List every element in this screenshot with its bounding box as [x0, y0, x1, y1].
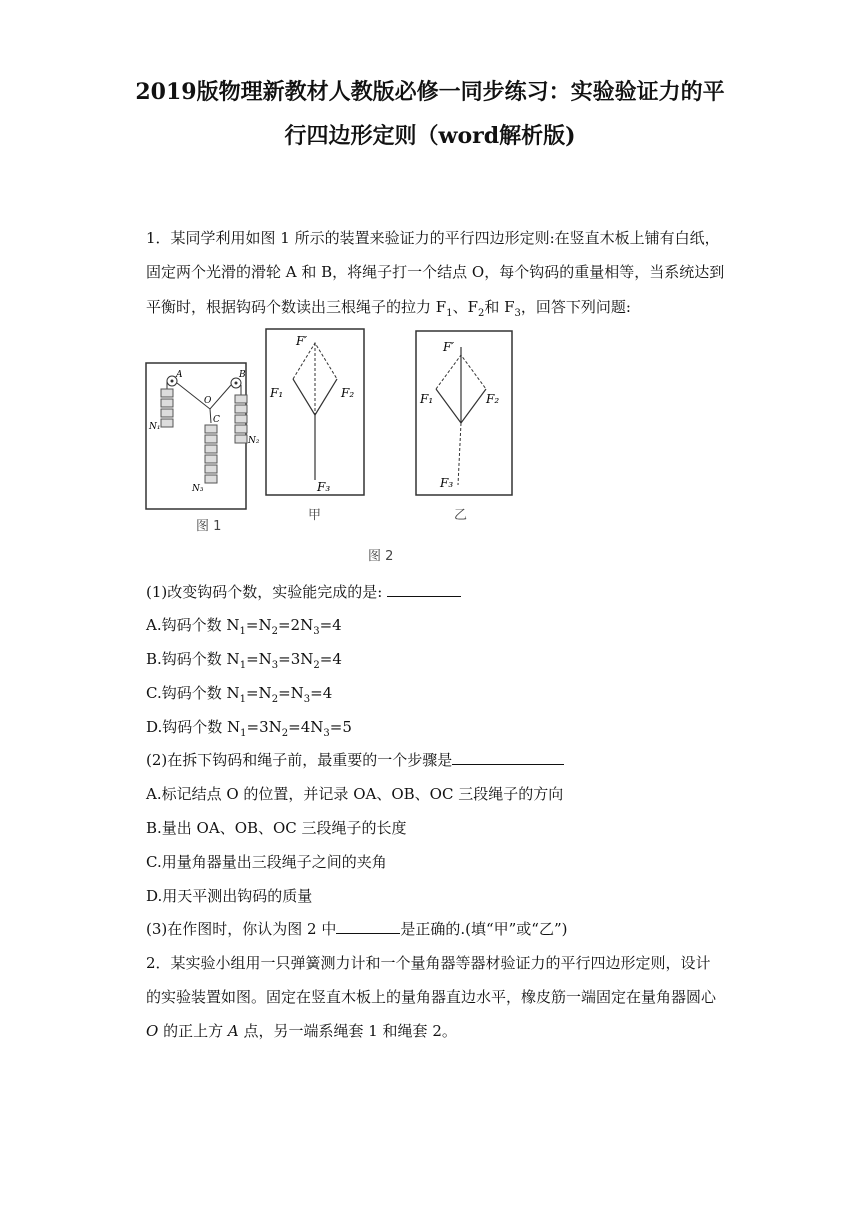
answer-blank-1[interactable] [387, 582, 461, 597]
q1-part-3: (3)在作图时，你认为图 2 中 是正确的.(填“甲”或“乙”) [146, 920, 568, 938]
q1-p1-option-a[interactable]: A.钩码个数 $N_1=N_2=2N_3=4$ [146, 616, 342, 637]
jia-label-f3: F₃ [317, 480, 331, 494]
label-n1: N₁ [149, 422, 161, 432]
yi-label-f2: F₂ [486, 392, 500, 406]
figure-jia-caption: 甲 [308, 508, 322, 523]
yi-label-fprime: F′ [443, 340, 455, 354]
page-title [120, 70, 740, 158]
figure-2-caption: 图 2 [368, 549, 394, 564]
jia-label-f2: F₂ [341, 386, 355, 400]
figure-1-caption: 图 1 [196, 519, 222, 534]
label-n3: N₃ [192, 484, 204, 494]
figure-yi-caption: 乙 [454, 508, 468, 523]
label-a: A [176, 370, 183, 380]
q1-p1-option-c[interactable]: C.钩码个数 $N_1=N_2=N_3=4$ [146, 684, 333, 705]
label-n2: N₂ [248, 436, 260, 446]
q1-p2-option-c[interactable]: C.用量角器量出三段绳子之间的夹角 [146, 853, 387, 871]
experiment-figure [140, 325, 520, 570]
answer-blank-2[interactable] [452, 750, 564, 765]
label-o: O [204, 396, 212, 406]
label-c: C [213, 415, 220, 425]
answer-blank-3[interactable] [336, 919, 400, 934]
jia-label-f1: F₁ [270, 386, 284, 400]
q1-p2-option-b[interactable]: B.量出 OA、OB、OC 三段绳子的长度 [146, 819, 407, 837]
q2-line-3: O 的正上方 A 点，另一端系绳套 1 和绳套 2。 [146, 1022, 457, 1040]
q1-p2-option-a[interactable]: A.标记结点 O 的位置，并记录 OA、OB、OC 三段绳子的方向 [146, 785, 564, 803]
title-line-1: 2019版物理新教材人教版必修一同步练习：实验验证力的平 [135, 79, 725, 105]
q1-intro-line-3: 平衡时，根据钩码个数读出三根绳子的拉力 $F_1$、$F_2$和 $F_3$，回答下列问题: [146, 298, 631, 319]
title-line-2: 行四边形定则（word解析版) [284, 123, 576, 149]
q1-p1-option-b[interactable]: B.钩码个数 $N_1=N_3=3N_2=4$ [146, 650, 342, 671]
yi-label-f3: F₃ [440, 476, 454, 490]
q2-line-2: 的实验装置如图。固定在竖直木板上的量角器直边水平，橡皮筋一端固定在量角器圆心 [146, 988, 717, 1006]
figure-2-yi [416, 331, 512, 523]
q1-intro-line-1: 1．某同学利用如图 1 所示的装置来验证力的平行四边形定则:在竖直木板上铺有白纸， [146, 229, 720, 247]
q2-line-1: 2．某实验小组用一只弹簧测力计和一个量角器等器材验证力的平行四边形定则，设计 [146, 954, 711, 972]
figure-1-apparatus [146, 363, 260, 534]
q1-part-1: (1)改变钩码个数，实验能完成的是: [146, 582, 461, 602]
q1-part-2: (2)在拆下钩码和绳子前，最重要的一个步骤是 [146, 750, 564, 770]
q1-p1-option-d[interactable]: D.钩码个数 $N_1=3N_2=4N_3=5$ [146, 718, 352, 739]
label-b: B [239, 370, 246, 380]
q1-p2-option-d[interactable]: D.用天平测出钩码的质量 [146, 887, 313, 905]
jia-label-fprime: F′ [296, 334, 308, 348]
yi-label-f1: F₁ [420, 392, 434, 406]
figure-2-jia [266, 329, 364, 523]
q1-intro-line-2: 固定两个光滑的滑轮 A 和 B，将绳子打一个结点 O，每个钩码的重量相等，当系统达到 [146, 263, 725, 281]
